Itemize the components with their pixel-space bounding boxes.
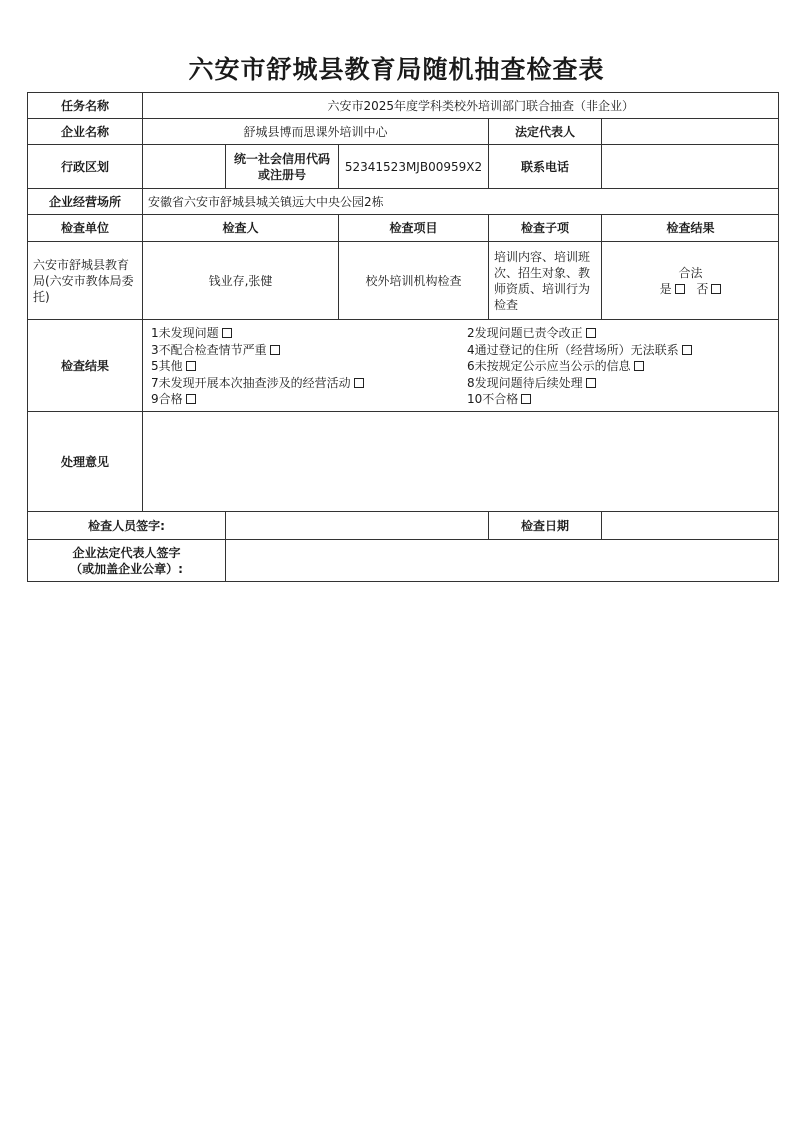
option-8-label: 8发现问题待后续处理 xyxy=(467,375,583,390)
legal-rep-signature-label-line1: 企业法定代表人签字 xyxy=(72,546,181,560)
option-9 xyxy=(151,391,364,408)
inspector-signature-field[interactable] xyxy=(225,511,488,539)
check-options-left xyxy=(151,325,364,408)
option-1-label: 1未发现问题 xyxy=(151,326,219,340)
option-9-label: 9合格 xyxy=(151,392,183,406)
enterprise-name-label: 企业名称 xyxy=(27,118,142,144)
credit-code-label-line2: 或注册号 xyxy=(257,167,306,182)
result-no-checkbox[interactable] xyxy=(711,284,721,294)
address-value: 安徽省六安市舒城县城关镇远大中央公园2栋 xyxy=(142,188,779,214)
phone-value xyxy=(601,144,779,188)
option-4-checkbox[interactable] xyxy=(682,345,692,355)
legal-rep-label: 法定代表人 xyxy=(488,118,601,144)
option-9-checkbox[interactable] xyxy=(186,394,196,404)
option-2-checkbox[interactable] xyxy=(586,328,596,338)
option-2 xyxy=(467,325,692,342)
option-5-checkbox[interactable] xyxy=(186,361,196,371)
inspector-names: 钱业存,张健 xyxy=(142,241,338,319)
inspector-signature-label: 检查人员签字: xyxy=(27,511,225,539)
legal-rep-signature-label-line2: （或加盖企业公章）: xyxy=(70,562,183,576)
option-7-label: 7未发现开展本次抽查涉及的经营活动 xyxy=(151,375,351,390)
option-2-label: 2发现问题已责令改正 xyxy=(467,326,583,340)
result-yes-no xyxy=(660,281,722,297)
option-5-label: 5其他 xyxy=(151,359,183,373)
table-bottom-border xyxy=(27,581,779,582)
result-no-label: 否 xyxy=(696,281,709,296)
task-name-value: 六安市2025年度学科类校外培训部门联合抽查（非企业） xyxy=(142,92,779,118)
option-8-checkbox[interactable] xyxy=(586,378,596,388)
table-right-border xyxy=(778,92,779,582)
header-inspector: 检查人 xyxy=(142,214,338,241)
inspect-unit-value: 六安市舒城县教育局(六安市教体局委托) xyxy=(27,241,142,319)
option-1 xyxy=(151,325,364,342)
option-10 xyxy=(467,391,692,408)
handling-opinion-label: 处理意见 xyxy=(27,411,142,511)
result-legal-label: 合法 xyxy=(678,265,703,280)
phone-label: 联系电话 xyxy=(488,144,601,188)
district-value xyxy=(142,144,225,188)
header-inspect-result: 检查结果 xyxy=(601,214,779,241)
legal-rep-value xyxy=(601,118,779,144)
district-label: 行政区划 xyxy=(27,144,142,188)
header-inspect-subitem: 检查子项 xyxy=(488,214,601,241)
option-8 xyxy=(467,375,692,392)
inspection-date-field[interactable] xyxy=(601,511,779,539)
option-3-checkbox[interactable] xyxy=(270,345,280,355)
result-yes-label: 是 xyxy=(659,281,672,296)
legal-rep-signature-field[interactable] xyxy=(225,539,779,582)
option-10-checkbox[interactable] xyxy=(521,394,531,404)
credit-code-label-line1: 统一社会信用代码 xyxy=(233,151,330,166)
option-4-label: 4通过登记的住所（经营场所）无法联系 xyxy=(467,342,679,357)
option-3-label: 3不配合检查情节严重 xyxy=(151,342,267,357)
option-7 xyxy=(151,375,364,392)
page-title: 六安市舒城县教育局随机抽查检查表 xyxy=(188,55,605,84)
check-result-label: 检查结果 xyxy=(27,319,142,411)
enterprise-name-value: 舒城县博而思课外培训中心 xyxy=(142,118,488,144)
option-1-checkbox[interactable] xyxy=(222,328,232,338)
inspection-date-label: 检查日期 xyxy=(488,511,601,539)
header-inspect-item: 检查项目 xyxy=(338,214,488,241)
handling-opinion-field[interactable] xyxy=(142,411,779,511)
option-6-label: 6未按规定公示应当公示的信息 xyxy=(467,359,631,373)
option-4 xyxy=(467,342,692,359)
option-10-label: 10不合格 xyxy=(467,392,519,406)
result-yes-checkbox[interactable] xyxy=(675,284,685,294)
inspection-form xyxy=(27,92,779,582)
header-inspect-unit: 检查单位 xyxy=(27,214,142,241)
credit-code-label xyxy=(225,144,338,188)
inspect-result-cell xyxy=(601,241,779,319)
task-name-label: 任务名称 xyxy=(27,92,142,118)
option-6 xyxy=(467,358,692,375)
inspect-item-value: 校外培训机构检查 xyxy=(338,241,488,319)
address-label: 企业经营场所 xyxy=(27,188,142,214)
option-7-checkbox[interactable] xyxy=(354,378,364,388)
inspect-subitem-value: 培训内容、培训班次、招生对象、教师资质、培训行为检查 xyxy=(488,241,601,319)
legal-rep-signature-label xyxy=(27,539,225,582)
option-6-checkbox[interactable] xyxy=(634,361,644,371)
option-5 xyxy=(151,358,364,375)
option-3 xyxy=(151,342,364,359)
check-options-right xyxy=(467,325,692,408)
credit-code-value: 52341523MJB00959X2 xyxy=(338,144,488,188)
